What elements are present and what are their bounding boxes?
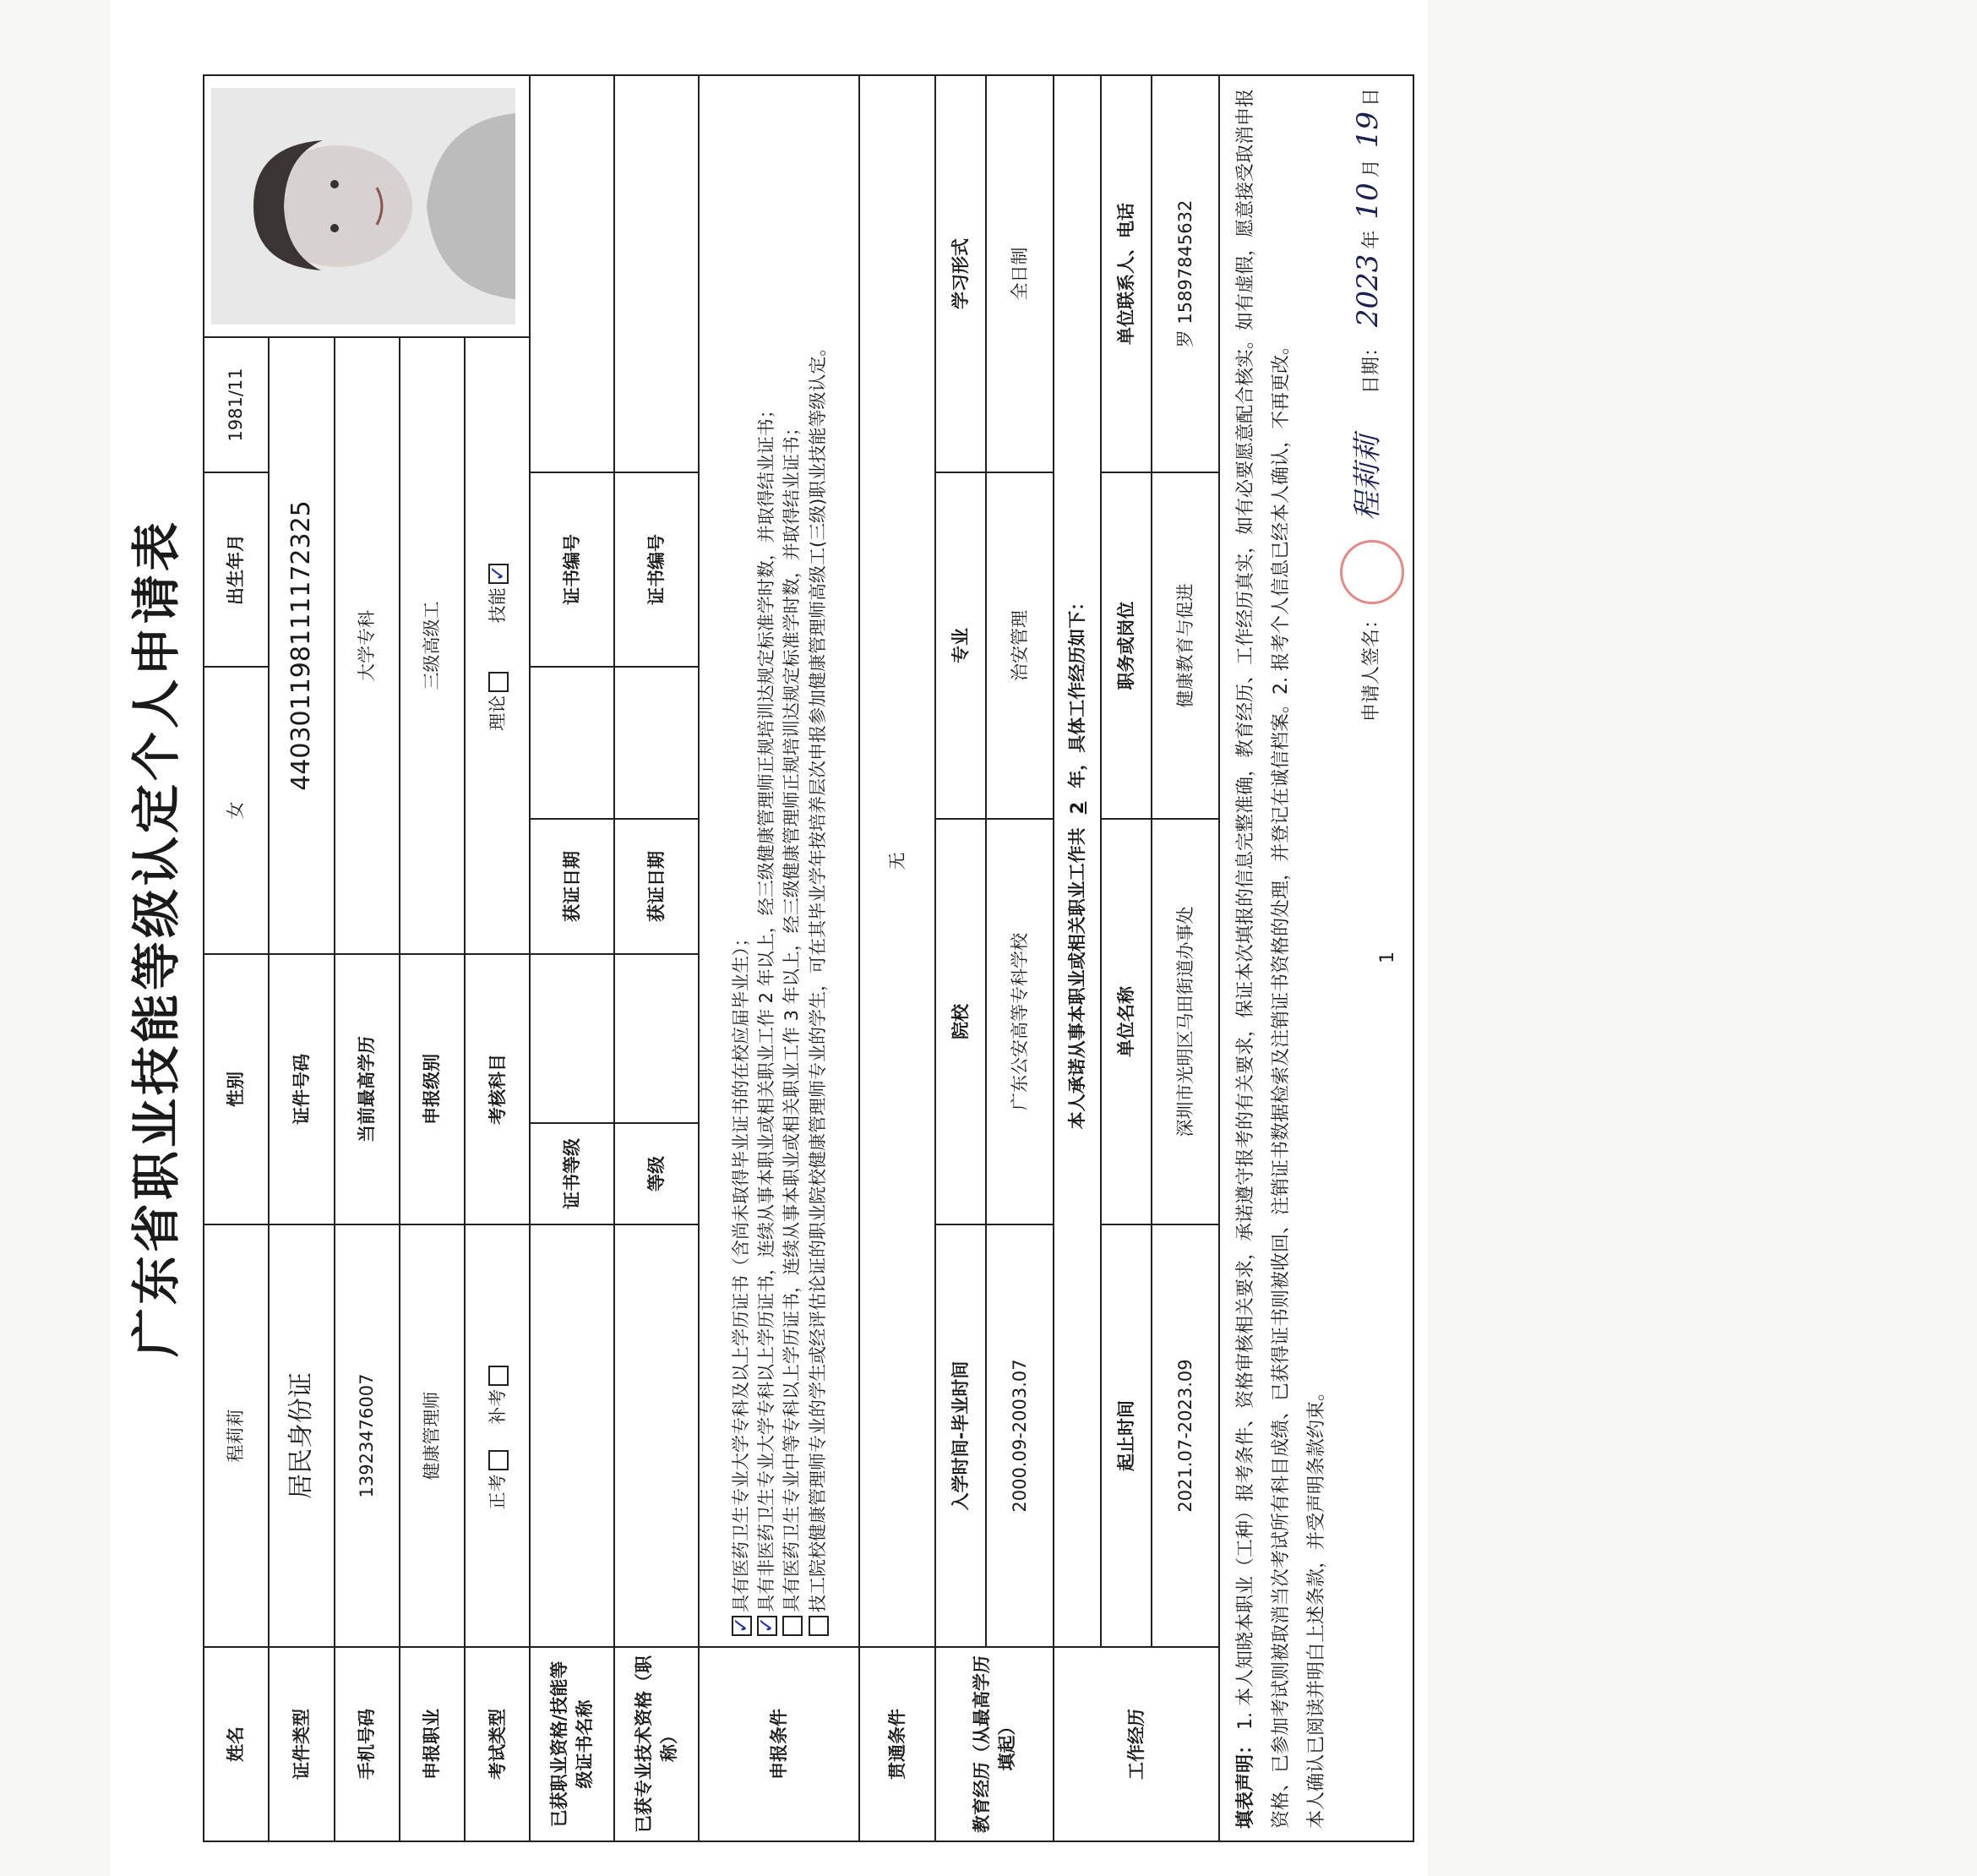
condition-item: ✓ 具有非医药卫生专业大学专科以上学历证书，连续从事本职业或相关职业工作 2 年以上，经三级健康管理师正规培训达规定标准学时数，并取得结业证书； — [754, 83, 779, 1639]
cert-date-value — [530, 667, 614, 819]
applicant-photo — [204, 75, 530, 337]
retake-label: 补考 — [487, 1388, 508, 1425]
tech-title-value — [614, 1224, 699, 1647]
level-label: 申报级别 — [400, 954, 465, 1224]
skill-label: 技能 — [487, 587, 508, 624]
birth-label: 出生年月 — [204, 472, 269, 667]
work-header-position: 职务或岗位 — [1101, 472, 1152, 819]
subject-options — [465, 337, 530, 954]
grade-value — [614, 954, 699, 1123]
condition-item: ✓具有医药卫生专业大学专科及以上学历证书（含尚未取得毕业证书的在校应届毕业生）； — [728, 83, 754, 1639]
id-number-value: 440301198111172325 — [269, 337, 334, 954]
declaration-confirm: 本人确认已阅读并明白上述条款，并受声明条款约束。 — [1306, 1382, 1328, 1829]
work-header-employer: 单位名称 — [1101, 819, 1152, 1224]
cert-no-value — [530, 75, 614, 472]
grade-label: 等级 — [614, 1123, 699, 1224]
vocational-cert-value — [530, 1224, 614, 1647]
declaration-text: 1. 本人知晓本职业（工种）报考条件、资格审核相关要求，承诺遵守报考的有关要求，保证本次填报的信息完整准确，教育经历、工作经历真实，如有必要愿意配合核实。如有虚假，愿意接受取消申报资格、已参加考试则被取消当次考试所有科目成绩、已获得证书则被收回、注销证书数据检索及注销证书资格的处理，并登记在诚信档案。2. 报考个人信息已经本人确认，不再更改。 — [1235, 88, 1293, 1829]
conditions-label: 申报条件 — [699, 1647, 859, 1841]
tech-no-value — [614, 75, 699, 472]
edu-header-mode: 学习形式 — [935, 75, 986, 472]
declaration-label: 填表声明 — [1235, 1753, 1257, 1829]
edu-header-school: 院校 — [935, 819, 986, 1224]
level-value: 三级高级工 — [400, 337, 465, 954]
occupation-label: 申报职业 — [400, 1647, 465, 1841]
date-day: 19 — [1350, 112, 1385, 149]
date-year: 2023 — [1350, 254, 1385, 328]
retake-checkbox[interactable] — [488, 1366, 509, 1386]
education-label: 当前最高学历 — [335, 954, 400, 1224]
table-row: 2021.07-2023.09 深圳市光明区马田街道办事处 健康教育与促进 罗 15897845632 — [1152, 75, 1219, 1841]
application-table — [203, 74, 1414, 1842]
work-history-label: 工作经历 — [1054, 1647, 1219, 1841]
theory-checkbox[interactable] — [488, 672, 509, 692]
first-exam-label: 正考 — [487, 1474, 508, 1510]
condition-checkbox[interactable] — [782, 1616, 803, 1636]
work-commitment: 本人承诺从事本职业或相关职业工作共2年，具体工作经历如下： — [1054, 75, 1101, 1647]
subject-label: 考核科目 — [465, 954, 530, 1224]
date-month: 10 — [1350, 183, 1385, 220]
id-number-label: 证件号码 — [269, 954, 334, 1224]
first-exam-checkbox[interactable] — [488, 1450, 509, 1470]
phone-label: 手机号码 — [335, 1647, 400, 1841]
conditions-list — [699, 75, 859, 1647]
exam-type-label: 考试类型 — [465, 1647, 530, 1841]
name-label: 姓名 — [204, 1647, 269, 1841]
fingerprint-stamp — [1340, 540, 1404, 604]
condition-item: 技工院校健康管理师专业的学生或经评估论证的职业院校健康管理师专业的学生，可在其毕业学年按培养层次申报参加健康管理师高级工(三级)职业技能等级认定。 — [805, 83, 831, 1639]
condition-checkbox[interactable] — [732, 1616, 752, 1636]
cert-level-value — [530, 954, 614, 1123]
gender-label: 性别 — [204, 954, 269, 1224]
edu-header-period: 入学时间-毕业时间 — [935, 1224, 986, 1647]
theory-label: 理论 — [487, 695, 508, 731]
condition-checkbox[interactable] — [809, 1616, 829, 1636]
cert-no-label: 证书编号 — [530, 472, 614, 667]
tech-date-label: 获证日期 — [614, 819, 699, 954]
cert-level-label: 证书等级 — [530, 1123, 614, 1224]
condition-item: 具有医药卫生专业中等专科以上学历证书，连续从事本职业或相关职业工作 3 年以上，经三级健康管理师正规培训达规定标准学时数，并取得结业证书； — [779, 83, 804, 1639]
tech-no-label: 证书编号 — [614, 472, 699, 667]
phone-value: 13923476007 — [335, 1224, 400, 1647]
tech-title-label: 已获专业技术资格（职称） — [614, 1647, 699, 1841]
birth-value: 1981/11 — [204, 337, 269, 472]
through-label: 贯通条件 — [859, 1647, 935, 1841]
through-value: 无 — [859, 75, 935, 1647]
edu-header-major: 专业 — [935, 472, 986, 819]
id-type-value: 居民身份证 — [269, 1224, 334, 1647]
edu-history-label: 教育经历（从最高学历填起） — [935, 1647, 1054, 1841]
application-form-sheet — [110, 0, 1428, 1876]
occupation-value: 健康管理师 — [400, 1224, 465, 1647]
id-type-label: 证件类型 — [269, 1647, 334, 1841]
handwritten-signature: 程莉莉 — [1350, 434, 1385, 521]
page-number: 1 — [1377, 952, 1398, 963]
portrait-photo — [211, 88, 515, 324]
tech-date-value — [614, 667, 699, 819]
work-header-period: 起止时间 — [1101, 1224, 1152, 1647]
name-value: 程莉莉 — [204, 1224, 269, 1647]
condition-checkbox[interactable] — [757, 1616, 777, 1636]
form-title: 广东省职业技能等级认定个人申请表 — [128, 519, 185, 1358]
work-header-contact: 单位联系人、电话 — [1101, 75, 1152, 472]
skill-checkbox[interactable] — [488, 564, 509, 584]
exam-type-options — [465, 1224, 530, 1647]
education-value: 大学专科 — [335, 337, 400, 954]
vocational-cert-label: 已获职业资格/技能等级证书名称 — [530, 1647, 614, 1841]
signature-line: 申请人签名： 程莉莉 日期： 2023年 10月 19日 — [1340, 88, 1404, 1829]
gender-value: 女 — [204, 667, 269, 954]
table-row: 2000.09-2003.07 广东公安高等专科学校 治安管理 全日制 — [986, 75, 1054, 1841]
cert-date-label: 获证日期 — [530, 819, 614, 954]
declaration: 填表声明： 1. 本人知晓本职业（工种）报考条件、资格审核相关要求，承诺遵守报考的有关要求，保证本次填报的信息完整准确，教育经历、工作经历真实，如有必要愿意配合核实。如有虚假，愿意接受取消申报资格、已参加考试则被取消当次考试所有科目成绩、已获得证书则被收回、注销证书数据检索及注销证书资格的处理，并登记在诚信档案。2. 报考个人信息已经本人确认，不再更改。 本人确认已阅读并明白上述条款，并受声明条款约束。 申请人签名： 程莉莉 日期： 2023年 10月 19日 — [1219, 75, 1413, 1841]
